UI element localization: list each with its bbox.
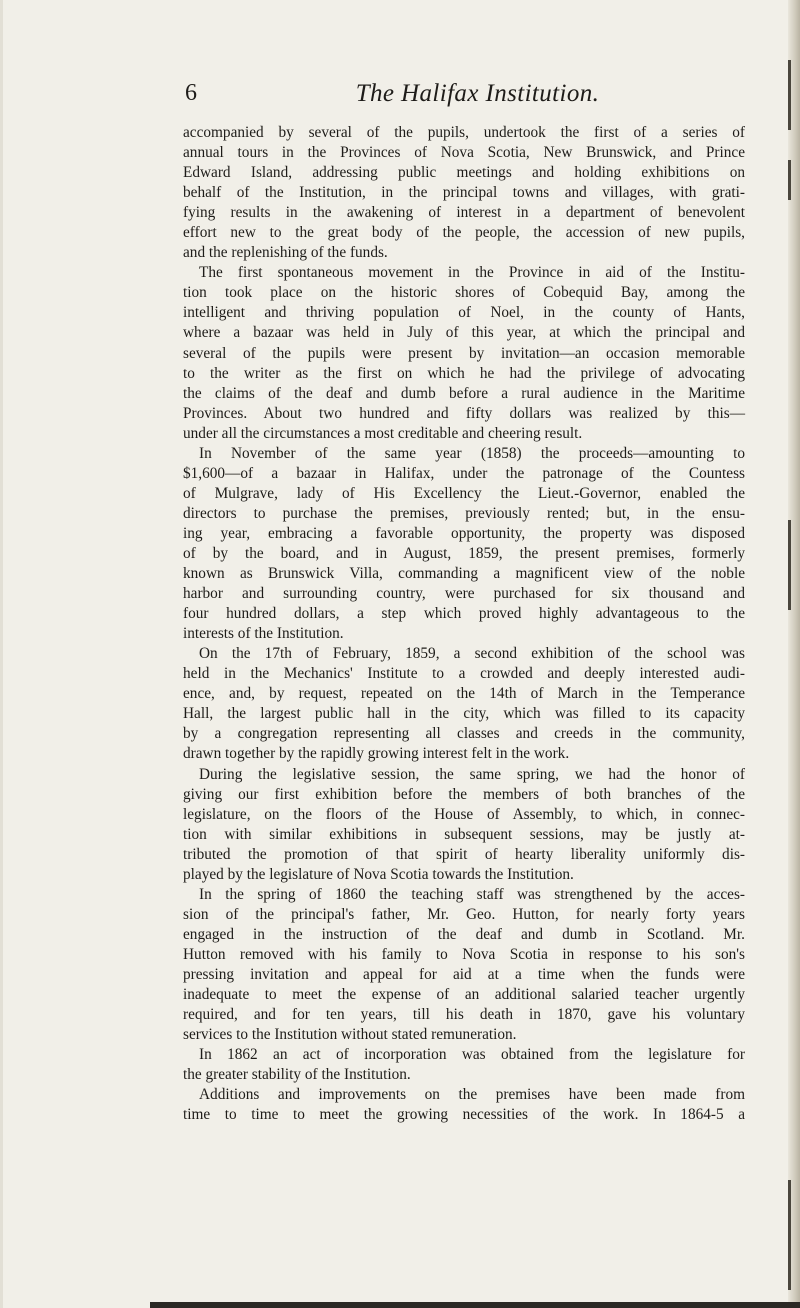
edge-mark	[788, 520, 791, 610]
page-right-edge	[788, 0, 800, 1308]
text-line: the claims of the deaf and dumb before a rural audience in the Maritime	[183, 384, 745, 402]
text-line: In November of the same year (1858) the proceeds—amounting to	[199, 444, 745, 462]
text-line: In 1862 an act of incorporation was obtained from the legislature for	[199, 1046, 745, 1064]
text-line: time to time to meet the growing necessities of the work. In 1864-5 a	[183, 1106, 745, 1124]
text-line: Provinces. About two hundred and fifty dollars was realized by this—	[183, 404, 745, 422]
text-line: interests of the Institution.	[183, 625, 344, 643]
text-line: Hutton removed with his family to Nova Scotia in response to his son's	[183, 945, 745, 963]
text-line: Edward Island, addressing public meetings and holding exhibitions on	[183, 164, 745, 182]
edge-mark	[788, 1180, 791, 1290]
text-line: where a bazaar was held in July of this year, at which the principal and	[183, 324, 745, 342]
text-line: to the writer as the first on which he had the privilege of advocating	[183, 364, 745, 382]
text-line: accompanied by several of the pupils, undertook the first of a series of	[183, 124, 745, 141]
edge-mark	[788, 160, 791, 200]
text-line: ence, and, by request, repeated on the 14th of March in the Temperance	[183, 685, 745, 703]
page-header	[185, 80, 770, 114]
text-line: tributed the promotion of that spirit of hearty liberality uniformly dis-	[183, 845, 745, 863]
text-line: engaged in the instruction of the deaf and dumb in Scotland. Mr.	[183, 925, 745, 943]
page-number: 6	[185, 80, 197, 106]
text-line: services to the Institution without stated remuneration.	[183, 1026, 517, 1044]
text-line: and the replenishing of the funds.	[183, 244, 388, 262]
text-line: of by the board, and in August, 1859, the present premises, formerly	[183, 544, 745, 562]
text-line: four hundred dollars, a step which proved highly advantageous to the	[183, 605, 745, 623]
text-line: tion with similar exhibitions in subsequent sessions, may be justly at-	[183, 825, 745, 843]
text-line: Additions and improvements on the premises have been made from	[199, 1086, 745, 1104]
text-line: held in the Mechanics' Institute to a crowded and deeply interested audi-	[183, 665, 745, 683]
text-line: sion of the principal's father, Mr. Geo. Hutton, for nearly forty years	[183, 905, 745, 923]
edge-mark	[788, 60, 791, 130]
text-line: tion took place on the historic shores of Cobequid Bay, among the	[183, 284, 745, 302]
text-line: fying results in the awakening of interest in a department of benevolent	[183, 204, 745, 222]
running-title: The Halifax Institution.	[355, 80, 600, 107]
text-line: required, and for ten years, till his death in 1870, gave his voluntary	[183, 1006, 745, 1024]
text-line: intelligent and thriving population of Noel, in the county of Hants,	[183, 304, 745, 322]
text-line: directors to purchase the premises, previously rented; but, in the ensu-	[183, 504, 745, 522]
text-line: The first spontaneous movement in the Province in aid of the Institu-	[199, 264, 745, 282]
text-line: inadequate to meet the expense of an additional salaried teacher urgently	[183, 986, 745, 1004]
text-line: On the 17th of February, 1859, a second exhibition of the school was	[199, 645, 745, 663]
text-line: known as Brunswick Villa, commanding a magnificent view of the noble	[183, 565, 745, 583]
text-line: behalf of the Institution, in the principal towns and villages, with grati-	[183, 184, 745, 202]
text-line: In the spring of 1860 the teaching staff was strengthened by the acces-	[199, 885, 745, 903]
text-line: by a congregation representing all classes and creeds in the community,	[183, 725, 745, 743]
text-line: pressing invitation and appeal for aid at a time when the funds were	[183, 965, 745, 983]
text-line: of Mulgrave, lady of His Excellency the Lieut.-Governor, enabled the	[183, 484, 745, 502]
text-line: annual tours in the Provinces of Nova Scotia, New Brunswick, and Prince	[183, 144, 745, 162]
text-line: several of the pupils were present by invitation—an occasion memorable	[183, 344, 745, 362]
text-line: Hall, the largest public hall in the city, which was filled to its capacity	[183, 705, 745, 723]
text-line: legislature, on the floors of the House of Assembly, to which, in connec-	[183, 805, 745, 823]
text-line: played by the legislature of Nova Scotia towards the Institution.	[183, 865, 574, 883]
text-line: the greater stability of the Institution.	[183, 1066, 411, 1084]
text-line: During the legislative session, the same spring, we had the honor of	[199, 765, 745, 783]
body-text	[183, 123, 745, 1125]
page-left-edge	[0, 0, 3, 1308]
text-line: under all the circumstances a most creditable and cheering result.	[183, 424, 583, 442]
text-line: $1,600—of a bazaar in Halifax, under the patronage of the Countess	[183, 464, 745, 482]
text-line: effort new to the great body of the people, the accession of new pupils,	[183, 224, 745, 242]
text-line: ing year, embracing a favorable opportunity, the property was disposed	[183, 524, 745, 542]
text-line: drawn together by the rapidly growing interest felt in the work.	[183, 745, 570, 763]
page-bottom-edge	[150, 1302, 800, 1308]
text-line: harbor and surrounding country, were purchased for six thousand and	[183, 585, 745, 603]
text-line: giving our first exhibition before the members of both branches of the	[183, 785, 745, 803]
